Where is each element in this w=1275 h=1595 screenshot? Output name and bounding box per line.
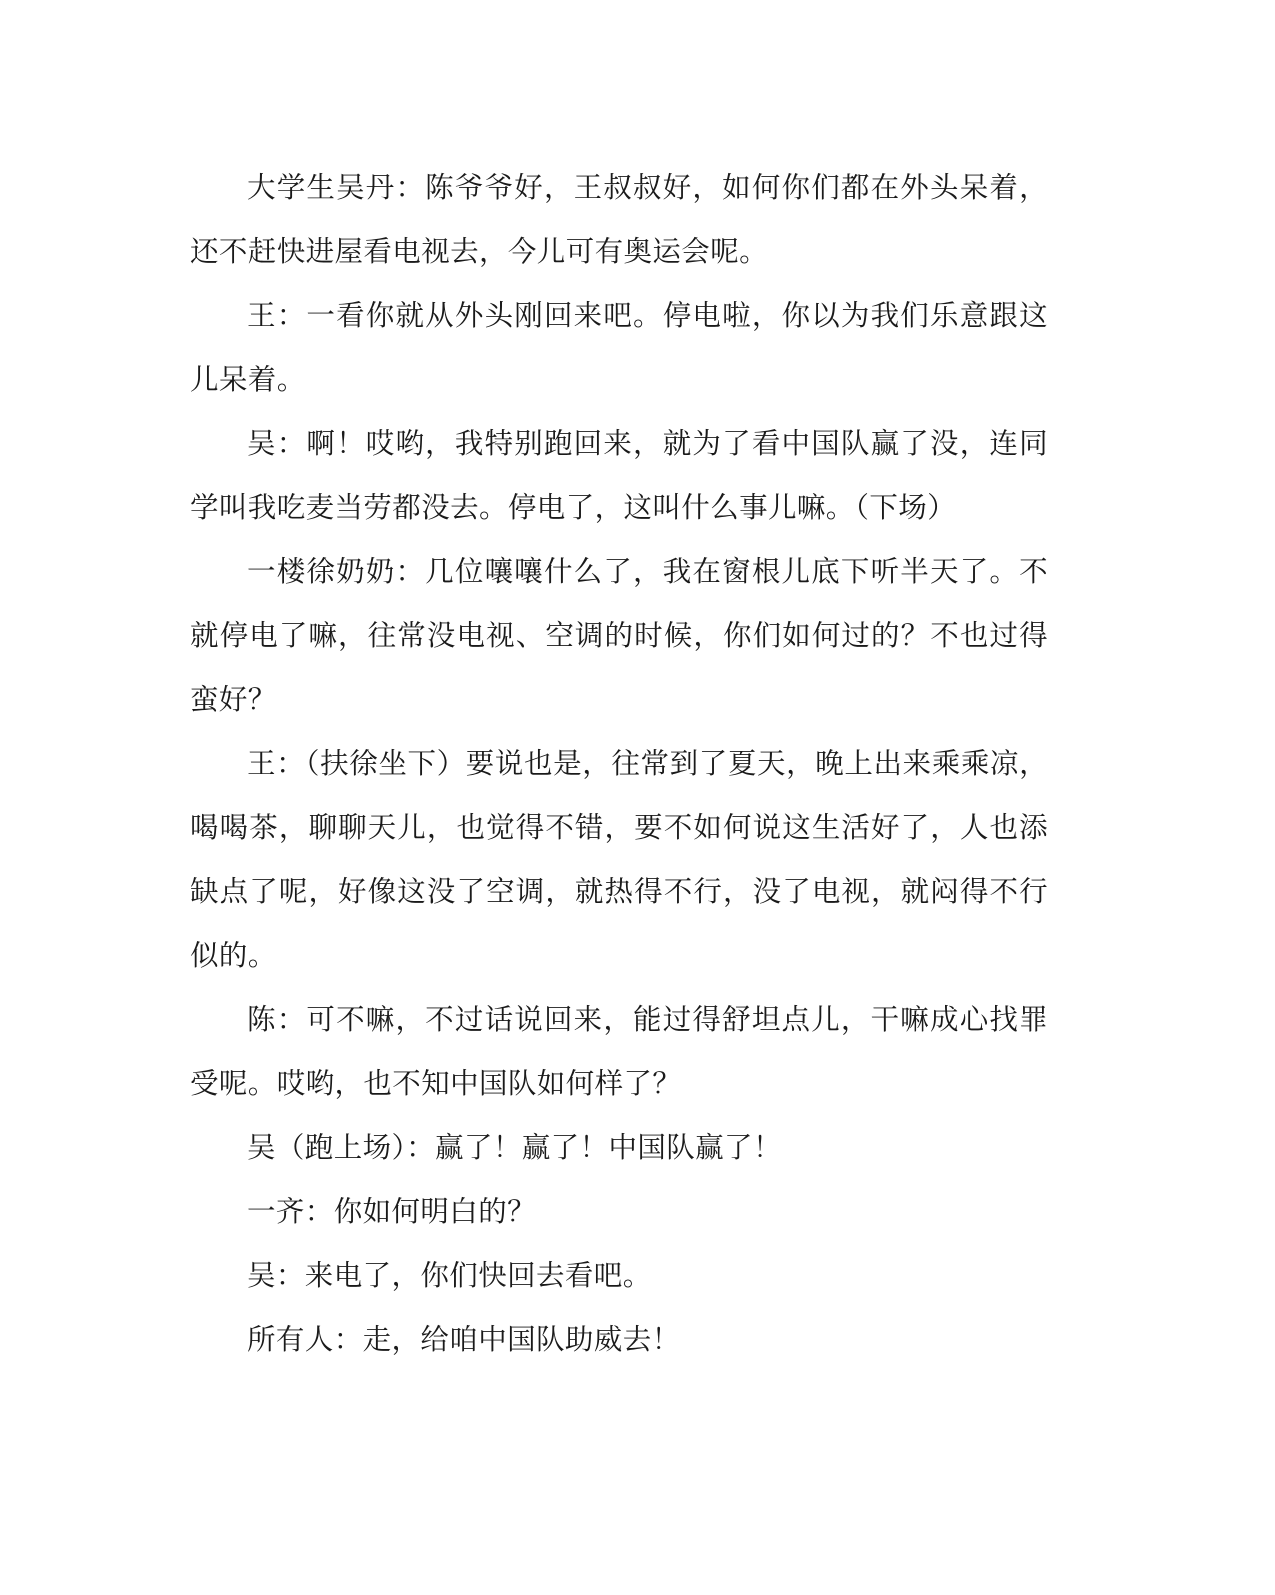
paragraph: 吴：啊！哎哟，我特别跑回来，就为了看中国队赢了没，连同学叫我吃麦当劳都没去。停电了，这叫什么事儿嘛。（下场）	[190, 427, 1048, 524]
paragraph: 吴（跑上场）：赢了！赢了！中国队赢了！	[247, 1131, 782, 1164]
paragraph: 一齐：你如何明白的？	[247, 1195, 537, 1228]
paragraph: 吴：来电了，你们快回去看吧。	[247, 1259, 652, 1292]
paragraph: 王：一看你就从外头刚回来吧。停电啦，你以为我们乐意跟这儿呆着。	[190, 299, 1048, 396]
paragraph: 所有人：走，给咱中国队助威去！	[247, 1323, 681, 1356]
paragraph: 王：（扶徐坐下）要说也是，往常到了夏天，晚上出来乘乘凉，喝喝茶，聊聊天儿，也觉得不错，要不如何说这生活好了，人也添缺点了呢，好像这没了空调，就热得不行，没了电视，就闷得不行似的。	[190, 747, 1048, 972]
paragraph: 陈：可不嘛，不过话说回来，能过得舒坦点儿，干嘛成心找罪受呢。哎哟，也不知中国队如何样了？	[190, 1003, 1048, 1100]
paragraph: 大学生吴丹：陈爷爷好，王叔叔好，如何你们都在外头呆着，还不赶快进屋看电视去，今儿可有奥运会呢。	[190, 171, 1048, 268]
paragraph: 一楼徐奶奶：几位嚷嚷什么了，我在窗根儿底下听半天了。不就停电了嘛，往常没电视、空调的时候，你们如何过的？不也过得蛮好？	[190, 555, 1048, 716]
document-body	[190, 156, 1048, 1372]
